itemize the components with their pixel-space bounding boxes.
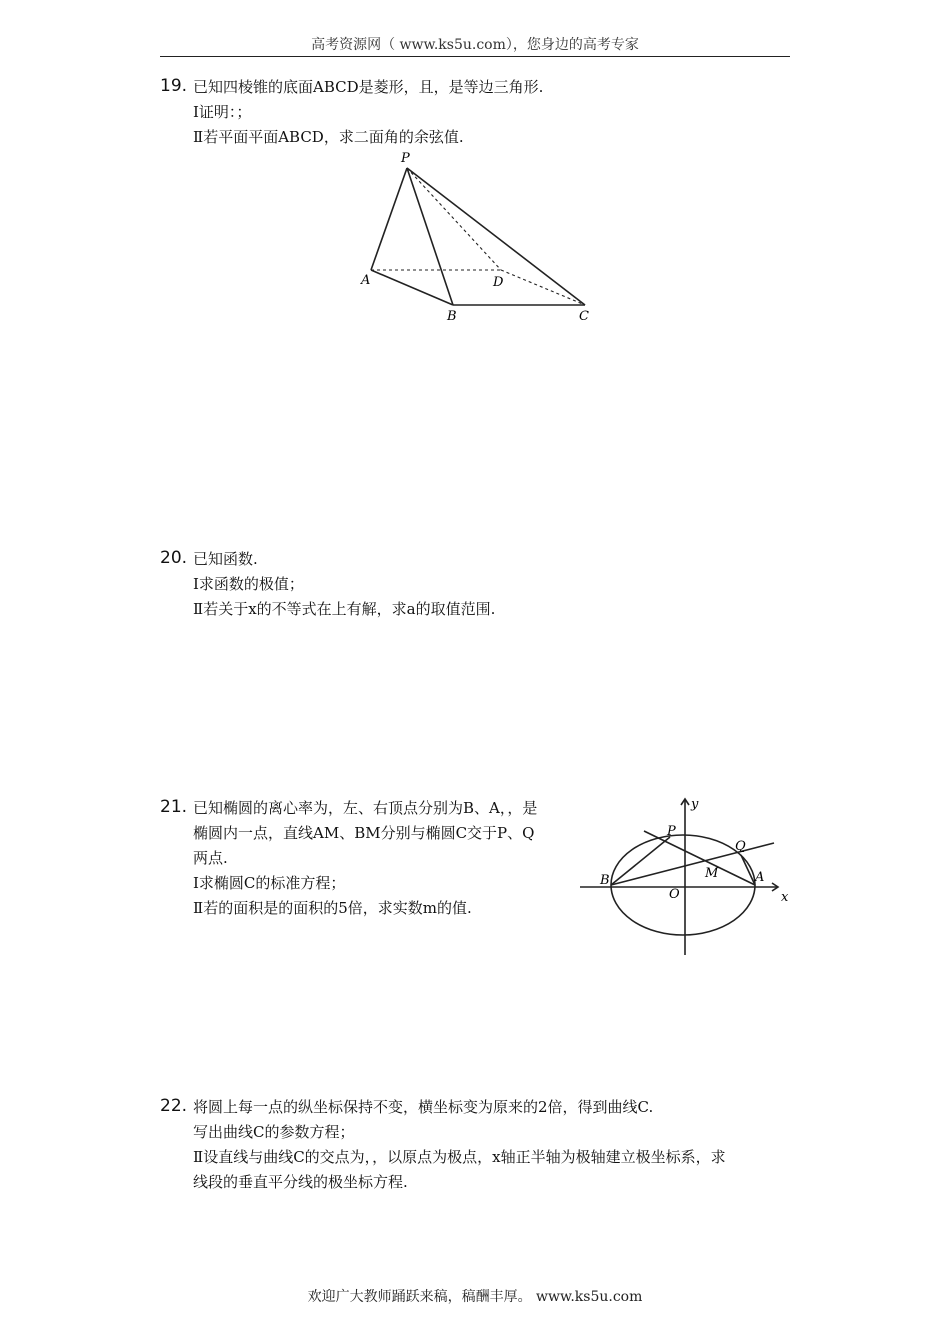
label-O: O	[669, 887, 680, 902]
question-22-part-2: Ⅱ设直线与曲线C的交点为，，以原点为极点，x轴正半轴为极轴建立极坐标系，求	[193, 1148, 726, 1166]
question-20-part-2: Ⅱ若关于x的不等式在上有解，求a的取值范围.	[193, 600, 496, 618]
question-21-part-2: Ⅱ若的面积是的面积的5倍，求实数m的值.	[193, 899, 472, 917]
question-22-part-2-cont: 线段的垂直平分线的极坐标方程.	[193, 1173, 408, 1191]
question-22-number: 22.	[160, 1096, 188, 1116]
label-Q: Q	[735, 839, 746, 854]
question-22-part-1: 写出曲线C的参数方程；	[193, 1123, 355, 1141]
edge-DC	[501, 270, 585, 305]
question-21-stem-3: 两点.	[193, 849, 228, 867]
label-y: y	[691, 797, 699, 812]
page-header: 高考资源网（ www.ks5u.com），您身边的高考专家	[311, 37, 639, 53]
question-21-part-1: Ⅰ求椭圆C的标准方程；	[193, 874, 346, 892]
question-20-stem: 已知函数.	[193, 550, 258, 568]
ellipse-figure	[578, 795, 793, 964]
label-P: P	[667, 824, 676, 839]
question-19-stem: 已知四棱锥的底面ABCD是菱形，且，是等边三角形.	[193, 78, 544, 96]
header-divider	[160, 56, 790, 57]
label-D: D	[493, 275, 504, 290]
question-19-number: 19.	[160, 76, 188, 96]
label-A: A	[755, 870, 765, 885]
edge-PD	[407, 168, 501, 270]
question-21-stem-1: 已知椭圆的离心率为，左、右顶点分别为B、A，，是	[193, 799, 538, 817]
question-20-number: 20.	[160, 548, 188, 568]
label-x: x	[781, 890, 789, 905]
question-19-part-1: Ⅰ证明：；	[193, 103, 252, 121]
edge-PA	[371, 168, 407, 270]
label-B: B	[447, 309, 457, 324]
question-22-stem: 将圆上每一点的纵坐标保持不变，横坐标变为原来的2倍，得到曲线C.	[193, 1098, 654, 1116]
label-P: P	[401, 151, 410, 166]
label-B: B	[600, 873, 610, 888]
pyramid-figure	[355, 150, 605, 334]
segment-QA	[741, 855, 755, 885]
line-BM	[611, 843, 774, 885]
edge-PB	[407, 168, 453, 305]
page-footer: 欢迎广大教师踊跃来稿，稿酬丰厚。 www.ks5u.com	[307, 1289, 643, 1305]
edge-AB	[371, 270, 453, 305]
label-A: A	[361, 273, 371, 288]
question-21-stem-2: 椭圆内一点，直线AM、BM分别与椭圆C交于P、Q	[193, 824, 535, 842]
label-C: C	[579, 309, 589, 324]
question-19-part-2: Ⅱ若平面平面ABCD，求二面角的余弦值.	[193, 128, 464, 146]
label-M: M	[705, 866, 719, 881]
question-21-number: 21.	[160, 797, 188, 817]
question-20-part-1: Ⅰ求函数的极值；	[193, 575, 304, 593]
